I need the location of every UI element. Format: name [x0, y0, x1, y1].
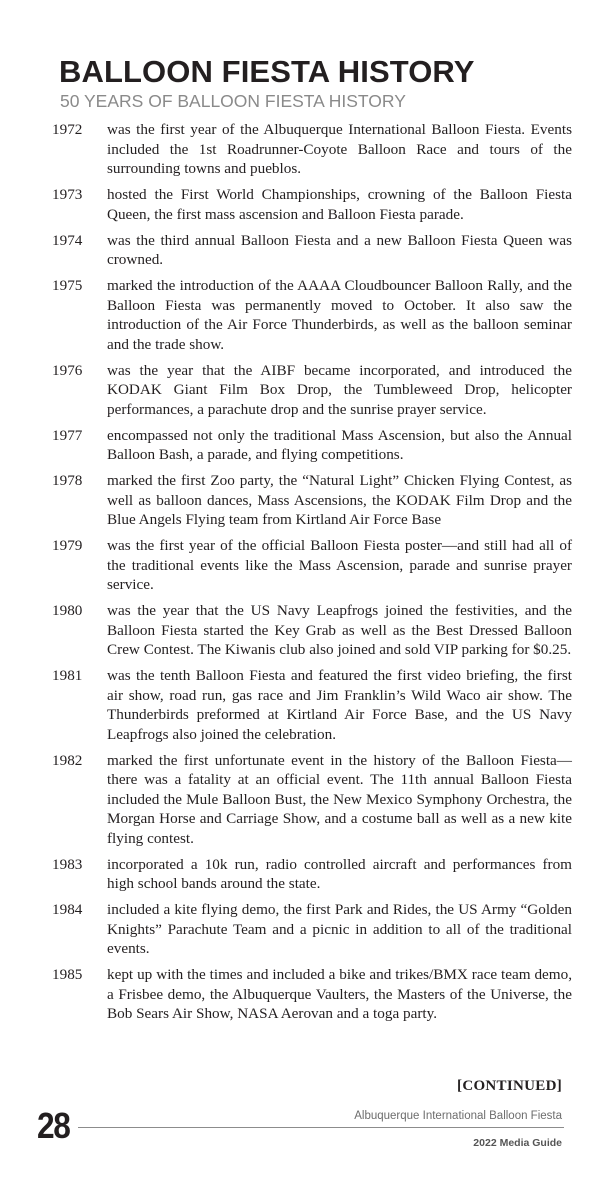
entry-text: encompassed not only the traditional Mass Ascension, but also the Annual Balloon Bash, a parade, and flying competitions.	[107, 426, 572, 463]
footer-divider	[78, 1127, 564, 1128]
entry-text: kept up with the times and included a bike and trikes/BMX race team demo, a Frisbee demo, the Albuquerque Vaulters, the Masters of the Universe, the Bob Sears Air Show, NASA Aerovan and a toga party.	[107, 966, 572, 1022]
entry-year: 1981	[52, 667, 83, 684]
entry-year: 1979	[52, 537, 83, 554]
timeline-entry	[52, 426, 572, 465]
entry-text: was the third annual Balloon Fiesta and a new Balloon Fiesta Queen was crowned.	[107, 231, 572, 268]
timeline-entry	[52, 276, 572, 354]
entry-year: 1982	[52, 751, 83, 769]
entry-year: 1980	[52, 602, 83, 619]
entry-text: marked the first Zoo party, the “Natural Light” Chicken Flying Contest, as well as balloon dances, Mass Ascensions, the KODAK Film Drop and the Blue Angels Flying team from Kirtland Air Force Base	[107, 472, 572, 528]
timeline-entry	[52, 361, 572, 420]
timeline-entry	[52, 751, 572, 849]
timeline-entry	[52, 185, 572, 224]
timeline-entry	[52, 601, 572, 660]
entry-text: marked the introduction of the AAAA Cloudbouncer Balloon Rally, and the Balloon Fiesta was permanently moved to October. It also saw the introduction of the Air Force Thunderbirds, as well as the balloon seminar and the trade show.	[107, 277, 572, 353]
timeline-entry	[52, 231, 572, 270]
entry-text: was the tenth Balloon Fiesta and featured the first video briefing, the first air show, road run, gas race and Jim Franklin’s Wild Waco air show. The Thunderbirds preformed at Kirtland Air Force Base, and the US Navy Leapfrogs also joined the celebration.	[107, 667, 572, 743]
page-number: 28	[37, 1105, 70, 1146]
entry-text: was the year that the AIBF became incorporated, and introduced the KODAK Giant Film Box Drop, the Tumbleweed Drop, helicopter performances, a parachute drop and the sunrise prayer service.	[107, 361, 572, 418]
footer-publication: 2022 Media Guide	[473, 1137, 562, 1149]
timeline-entry	[52, 666, 572, 744]
page-title: BALLOON FIESTA HISTORY	[59, 54, 475, 89]
entry-text: included a kite flying demo, the first Park and Rides, the US Army “Golden Knights” Parachute Team and a picnic in addition to all of the traditional events.	[107, 901, 572, 957]
entry-text: was the year that the US Navy Leapfrogs joined the festivities, and the Balloon Fiesta started the Key Grab as well as the Best Dressed Balloon Crew Contest. The Kiwanis club also joined and sold VIP parking for $0.25.	[107, 602, 572, 658]
entry-year: 1985	[52, 966, 83, 983]
entry-year: 1975	[52, 277, 83, 294]
timeline-entry	[52, 471, 572, 530]
entry-year: 1972	[52, 121, 83, 138]
timeline-entry	[52, 965, 572, 1024]
history-timeline	[52, 120, 572, 1030]
entry-year: 1974	[52, 231, 83, 249]
continued-label: [CONTINUED]	[457, 1078, 562, 1094]
entry-text: marked the first unfortunate event in the history of the Balloon Fiesta—there was a fatality at an official event. The 11th annual Balloon Fiesta included the Mule Balloon Bust, the New Mexico Symphony Orchestra, the Morgan Horse and Carriage Show, and a costume ball as well as a new kite flying contest.	[107, 751, 572, 847]
timeline-entry	[52, 900, 572, 959]
entry-year: 1978	[52, 472, 83, 489]
footer-organization: Albuquerque International Balloon Fiesta	[354, 1110, 562, 1122]
entry-text: incorporated a 10k run, radio controlled aircraft and performances from high school bands around the state.	[107, 855, 572, 892]
entry-text: was the first year of the official Balloon Fiesta poster—and still had all of the traditional events like the Mass Ascension, parade and sunrise prayer service.	[107, 537, 572, 593]
timeline-entry	[52, 855, 572, 894]
entry-text: hosted the First World Championships, crowning of the Balloon Fiesta Queen, the first mass ascension and Balloon Fiesta parade.	[107, 186, 572, 223]
entry-text: was the first year of the Albuquerque International Balloon Fiesta. Events included the 1st Roadrunner-Coyote Balloon Race and tours of the surrounding towns and pueblos.	[107, 121, 572, 177]
timeline-entry	[52, 536, 572, 595]
page-subtitle: 50 YEARS OF BALLOON FIESTA HISTORY	[60, 91, 406, 111]
entry-year: 1977	[52, 426, 83, 444]
entry-year: 1973	[52, 186, 83, 203]
entry-year: 1984	[52, 901, 83, 918]
entry-year: 1983	[52, 855, 83, 873]
timeline-entry	[52, 120, 572, 179]
entry-year: 1976	[52, 361, 83, 379]
